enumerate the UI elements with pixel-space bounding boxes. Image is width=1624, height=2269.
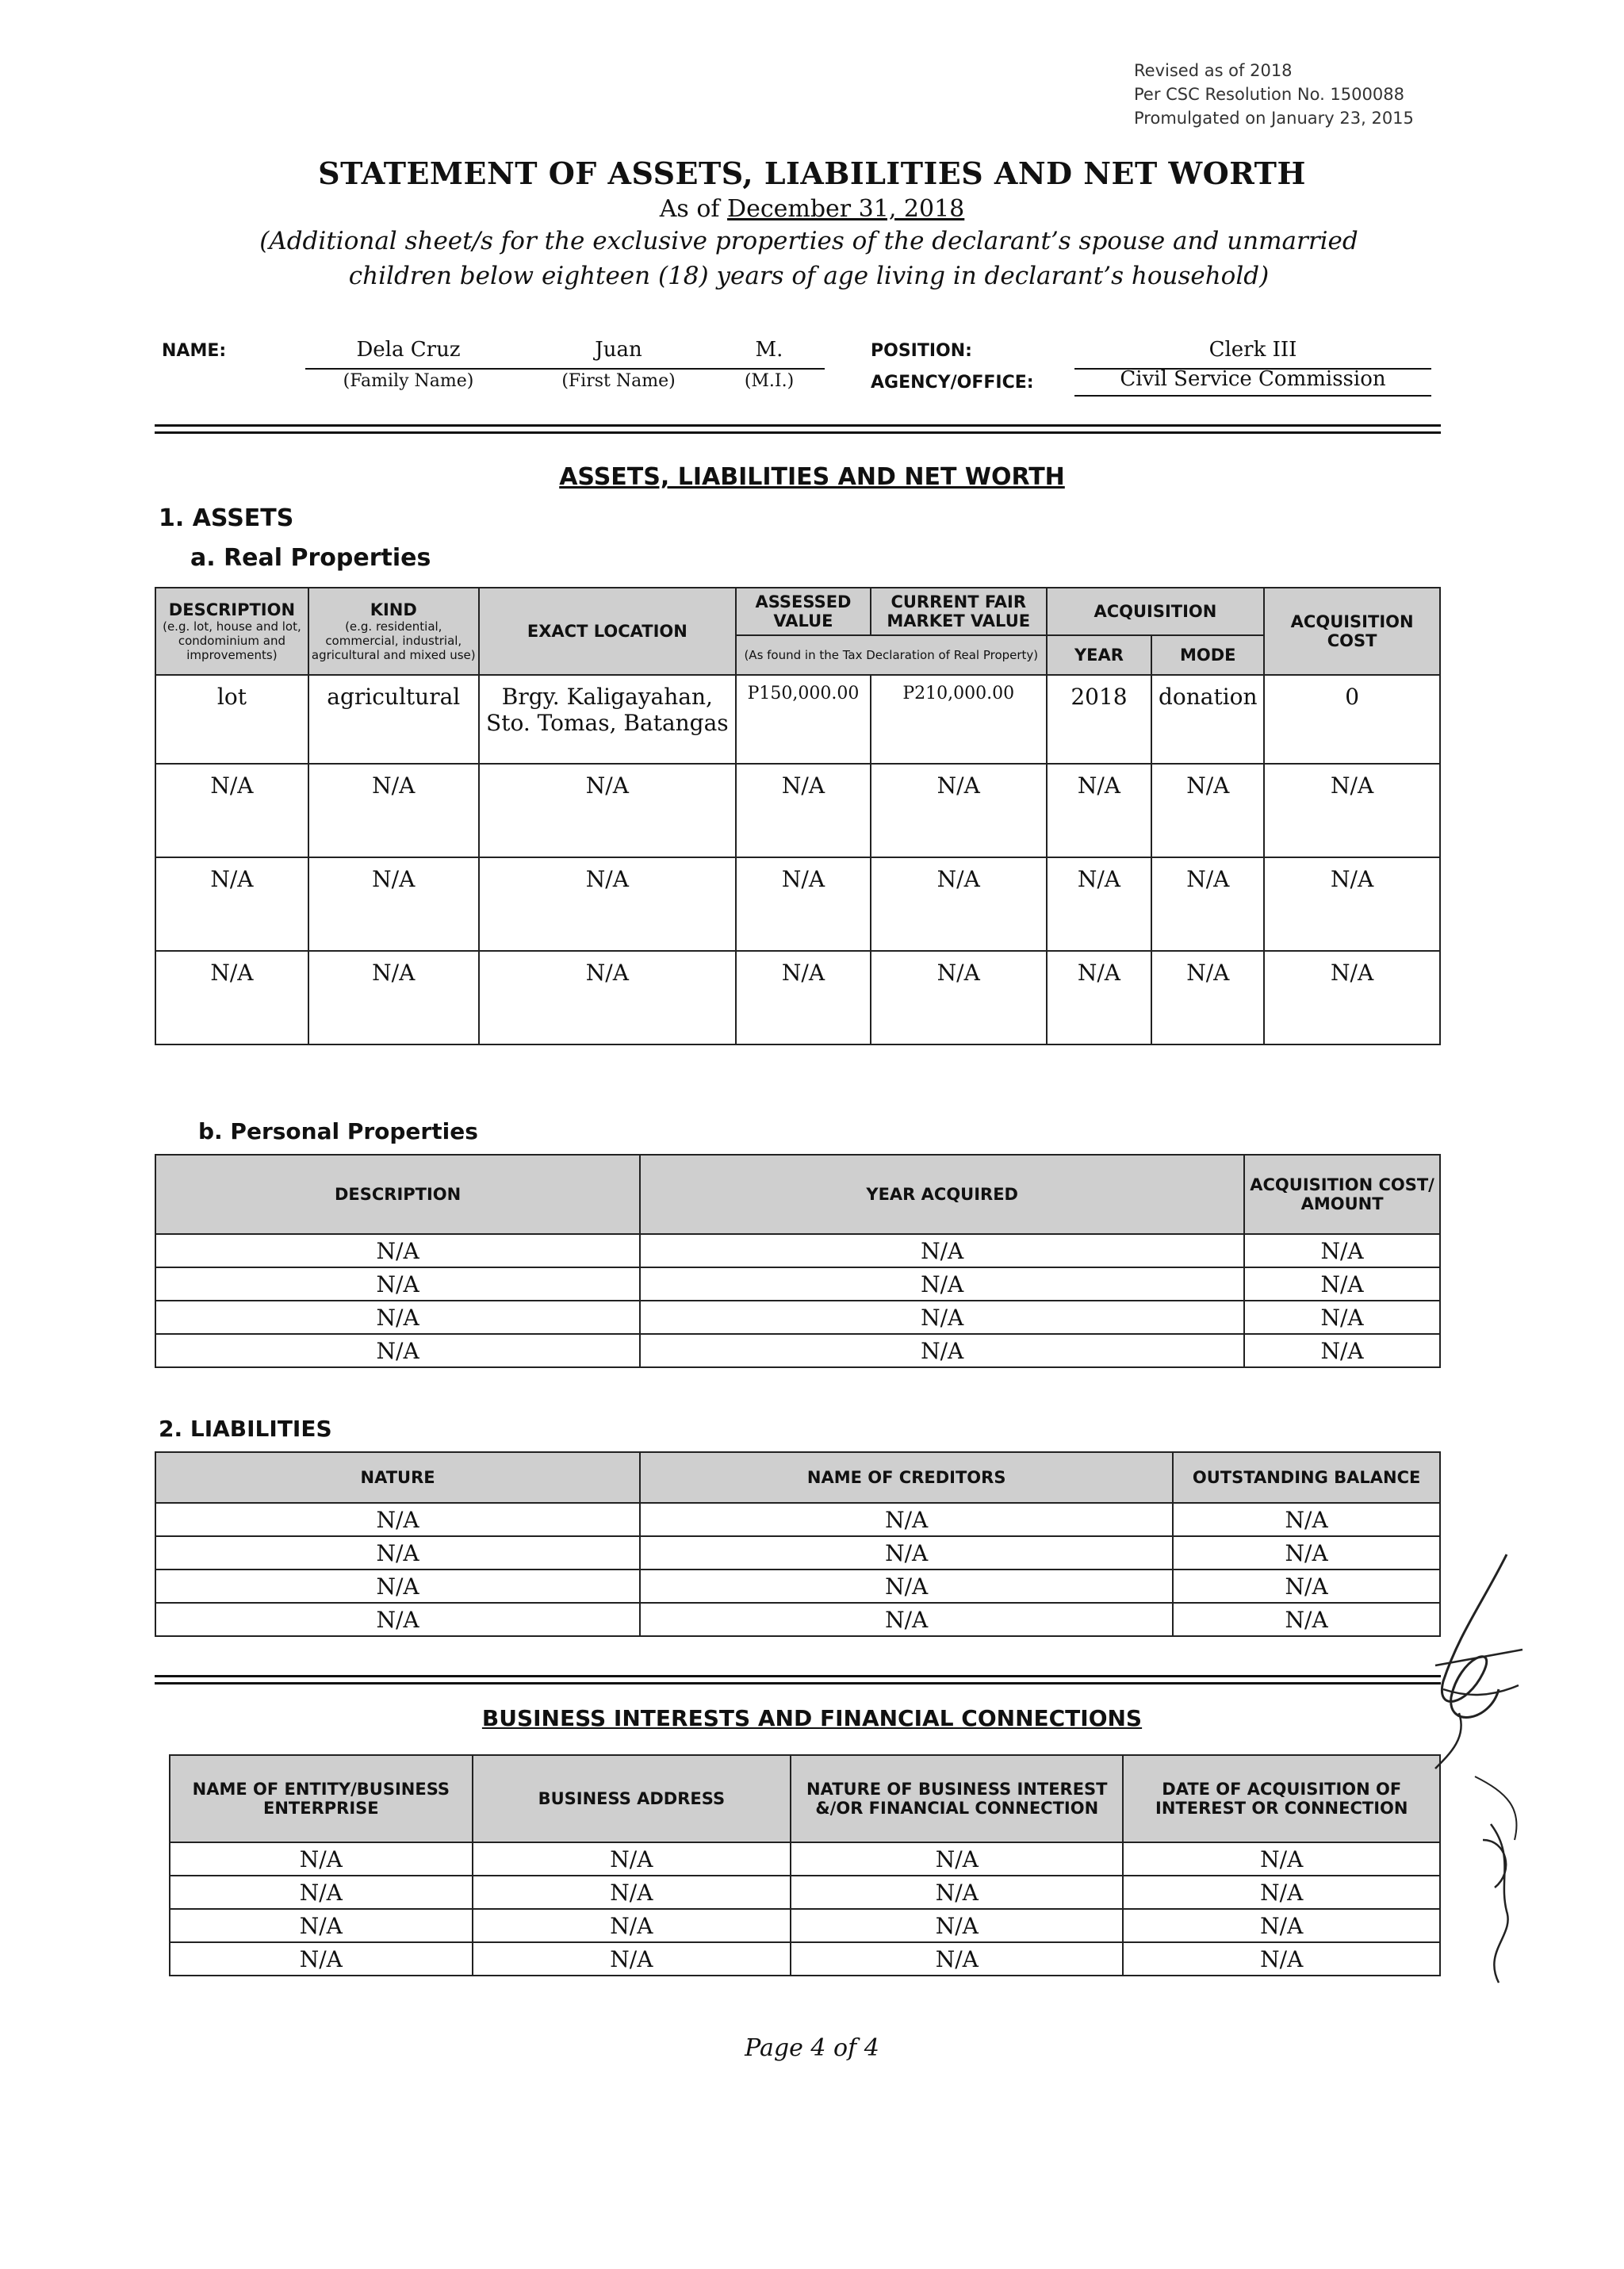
table-row: N/A N/A N/A	[155, 1603, 1440, 1636]
agency-value: Civil Service Commission	[1120, 367, 1386, 391]
col-fair-value: CURRENT FAIR MARKET VALUE	[871, 588, 1047, 635]
col-pp-year: YEAR ACQUIRED	[640, 1155, 1244, 1234]
personal-properties-table	[155, 1154, 1441, 1368]
agency-label: AGENCY/OFFICE:	[871, 373, 1034, 393]
table-row: lot agricultural Brgy. Kaligayahan, Sto. Tomas, Batangas P150,000.00 P210,000.00 2018 donation 0	[155, 675, 1440, 764]
kind-note: (e.g. residential, commercial, industrial, agricultural and mixed use)	[311, 619, 476, 662]
col-kind: KIND (e.g. residential, commercial, industrial, agricultural and mixed use)	[308, 588, 479, 675]
as-of-date: December 31, 2018	[727, 195, 965, 223]
col-mode: MODE	[1151, 635, 1264, 675]
col-creditors: NAME OF CREDITORS	[640, 1452, 1173, 1503]
assets-heading: 1. ASSETS	[159, 504, 294, 532]
table-row: N/A N/A N/A	[155, 1267, 1440, 1301]
position-value: Clerk III	[1208, 338, 1297, 362]
table-row: N/A N/A N/A	[155, 1570, 1440, 1603]
description-note: (e.g. lot, house and lot, condominium and improvements)	[163, 619, 301, 662]
additional-sheet-note: (Additional sheet/s for the exclusive properties of the declarant’s spouse and unmarried children below eighteen (18) years of age living in declarant’s household)	[259, 227, 1358, 290]
col-acquisition-cost: ACQUISITION COST	[1264, 588, 1440, 675]
real-properties-table	[155, 587, 1441, 1045]
page-number: Page 4 of 4	[745, 2034, 879, 2062]
business-interests-table	[169, 1754, 1441, 1976]
business-heading: BUSINESS INTERESTS AND FINANCIAL CONNECTIONS	[481, 1705, 1143, 1731]
personal-properties-heading: b. Personal Properties	[198, 1118, 478, 1144]
col-assessed: ASSESSED VALUE	[736, 588, 871, 635]
real-properties-heading: a. Real Properties	[190, 544, 431, 572]
table-row: N/A N/A N/A N/A N/A N/A N/A N/A	[155, 857, 1440, 951]
col-nature-interest: NATURE OF BUSINESS INTEREST &/OR FINANCIAL CONNECTION	[791, 1755, 1123, 1842]
double-rule-bottom	[155, 1675, 1441, 1685]
mi-caption: (M.I.)	[744, 371, 795, 391]
col-balance: OUTSTANDING BALANCE	[1173, 1452, 1440, 1503]
as-of-line	[0, 195, 1624, 223]
mi-value: M.	[755, 338, 783, 362]
value-note: (As found in the Tax Declaration of Real Property)	[736, 635, 1047, 675]
as-of-prefix: As of	[659, 195, 720, 223]
col-nature: NATURE	[155, 1452, 640, 1503]
name-underline	[305, 368, 825, 370]
resolution-text: Per CSC Resolution No. 1500088	[1134, 85, 1404, 104]
table-row: N/A N/A N/A	[155, 1503, 1440, 1536]
promulgated-text: Promulgated on January 23, 2015	[1134, 109, 1414, 128]
table-row: N/A N/A N/A N/A N/A N/A N/A N/A	[155, 764, 1440, 857]
handwritten-signature	[1411, 1539, 1530, 2030]
table-row: N/A N/A N/A	[155, 1536, 1440, 1570]
table-row: N/A N/A N/A N/A N/A N/A N/A N/A	[155, 951, 1440, 1044]
name-label: NAME:	[162, 341, 227, 361]
family-name-value: Dela Cruz	[356, 338, 461, 362]
col-acquisition: ACQUISITION	[1047, 588, 1265, 635]
family-name-caption: (Family Name)	[343, 371, 474, 391]
col-date-acquisition: DATE OF ACQUISITION OF INTEREST OR CONNECTION	[1123, 1755, 1440, 1842]
revision-block	[1134, 59, 1451, 130]
col-entity: NAME OF ENTITY/BUSINESS ENTERPRISE	[170, 1755, 473, 1842]
col-pp-cost: ACQUISITION COST/ AMOUNT	[1244, 1155, 1440, 1234]
revised-text: Revised as of 2018	[1134, 61, 1293, 80]
table-row: N/A N/A N/A	[155, 1301, 1440, 1334]
double-rule-top	[155, 424, 1441, 434]
section-title: ASSETS, LIABILITIES AND NET WORTH	[559, 463, 1065, 491]
liabilities-heading: 2. LIABILITIES	[159, 1416, 332, 1442]
agency-underline	[1074, 395, 1431, 397]
col-pp-description: DESCRIPTION	[155, 1155, 640, 1234]
table-row: N/A N/A N/A N/A	[170, 1842, 1440, 1876]
col-description: DESCRIPTION (e.g. lot, house and lot, condominium and improvements)	[155, 588, 308, 675]
document-title: STATEMENT OF ASSETS, LIABILITIES AND NET WORTH	[318, 155, 1306, 191]
first-name-value: Juan	[595, 338, 642, 362]
table-row: N/A N/A N/A	[155, 1234, 1440, 1267]
table-row: N/A N/A N/A N/A	[170, 1942, 1440, 1976]
liabilities-table	[155, 1451, 1441, 1637]
col-year: YEAR	[1047, 635, 1152, 675]
col-location: EXACT LOCATION	[479, 588, 736, 675]
table-row: N/A N/A N/A	[155, 1334, 1440, 1367]
col-address: BUSINESS ADDRESS	[473, 1755, 791, 1842]
first-name-caption: (First Name)	[561, 371, 676, 391]
position-label: POSITION:	[871, 341, 972, 361]
table-row: N/A N/A N/A N/A	[170, 1876, 1440, 1909]
table-row: N/A N/A N/A N/A	[170, 1909, 1440, 1942]
